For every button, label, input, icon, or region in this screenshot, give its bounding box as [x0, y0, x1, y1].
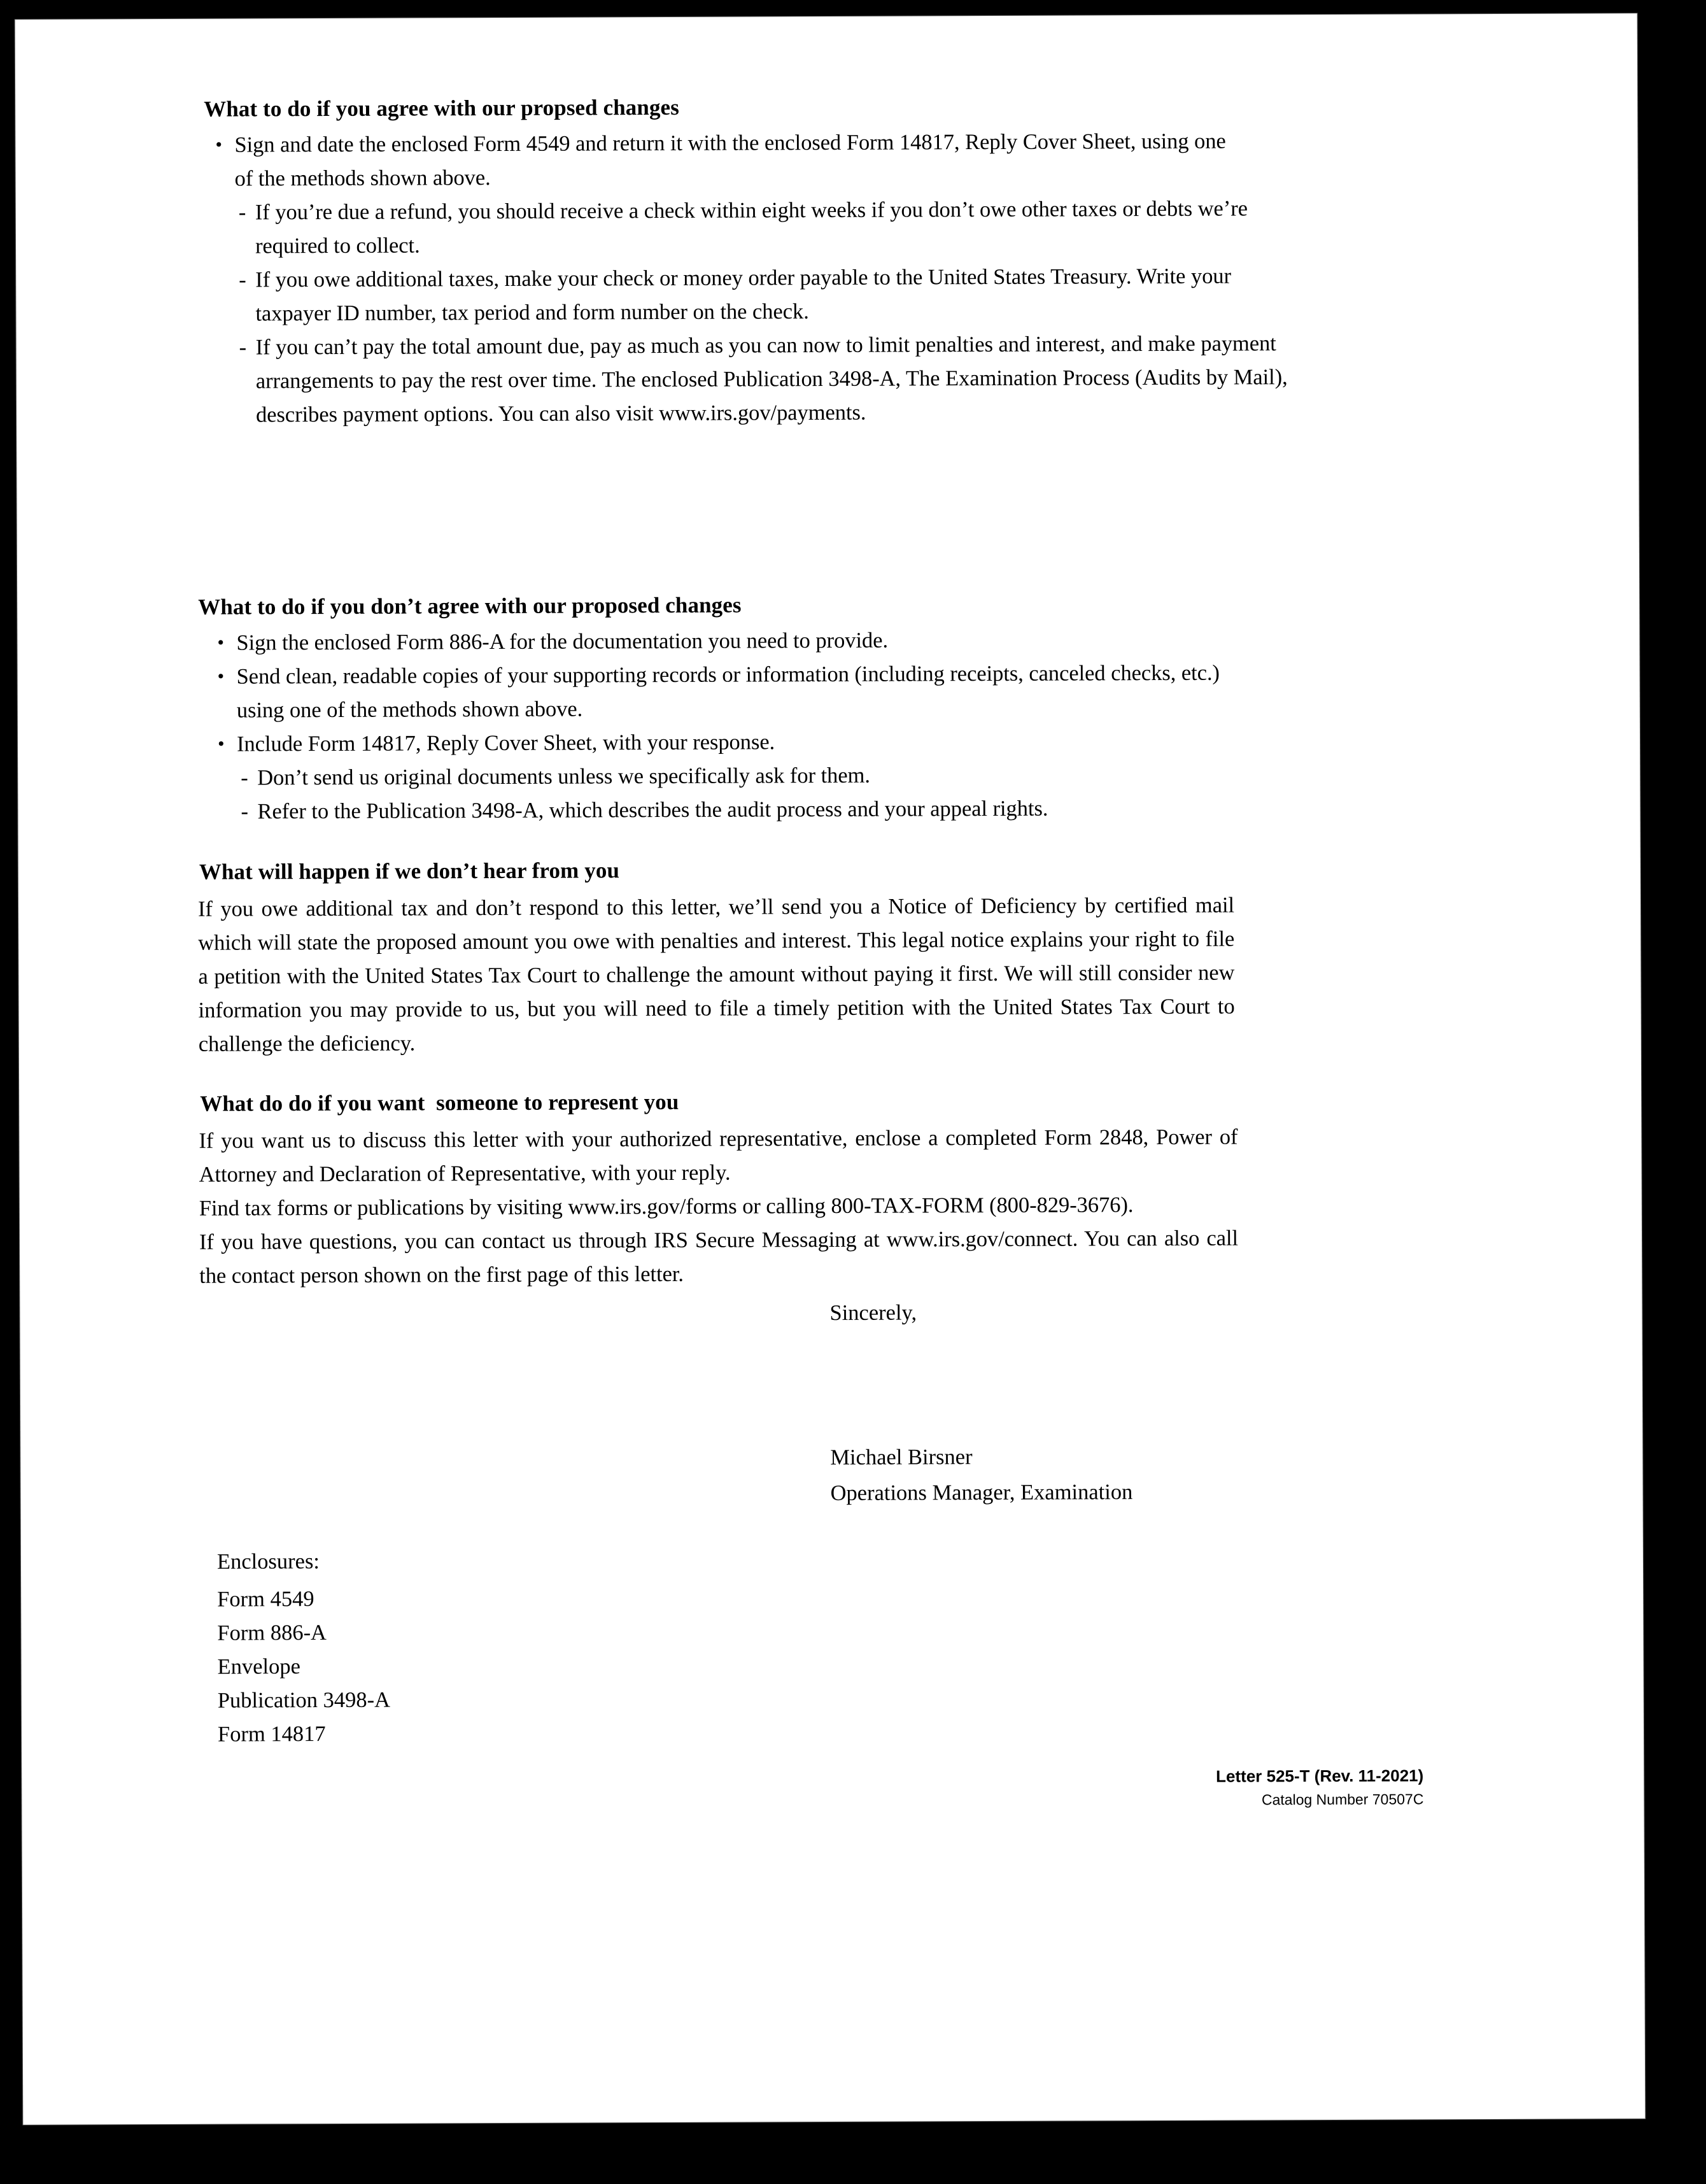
heading-disagree: What to do if you don’t agree with our proposed changes [198, 592, 742, 620]
enclosures-label: Enclosures: [216, 1549, 320, 1574]
enclosures-list [217, 1582, 390, 1752]
list-item: - If you can’t pay the total amount due, pay as much as you can now to limit penalties and interest, and make payment arrangements to pay the rest over time. The enclosed Publication 3498-A, The Examination Process (Audits by Mail), describes payment options. You can also visit www.irs.gov/payments. [239, 327, 1301, 432]
heading-representation: What do do if you want someone to represent you [200, 1089, 679, 1116]
list-item: - Don’t send us original documents unless we specifically ask for them. [241, 757, 1288, 795]
list-item: Form 14817 [217, 1722, 326, 1747]
paragraph-representation-1: If you want us to discuss this letter with your authorized representative, enclose a completed Form 2848, Power of Attorney and Declaration of Representative, with your reply. [199, 1124, 1238, 1187]
scanned-page [15, 13, 1646, 2125]
list-item: Publication 3498-A [217, 1687, 391, 1713]
agree-item-list [195, 124, 1406, 432]
heading-no-response: What will happen if we don’t hear from you [199, 858, 620, 884]
signer-title: Operations Manager, Examination [830, 1480, 1133, 1506]
list-item: Form 4549 [217, 1587, 314, 1612]
list-item: • Sign and date the enclosed Form 4549 and return it with the enclosed Form 14817, Reply Cover Sheet, using one of the methods shown above. [215, 125, 1234, 196]
list-item: - If you owe additional taxes, make your check or money order payable to the United States Treasury. Write your taxpayer ID number, tax period and form number on the check. [239, 259, 1287, 330]
paragraph-no-response: If you owe additional tax and don’t respond to this letter, we’ll send you a Notice of Deficiency by certified mail which will state the proposed amount you owe with penalties and interest. This legal notice explains your right to file a petition with the United States Tax Court to challenge the amount without paying it first. We will still consider new information you may provide to us, but you will need to file a timely petition with the United States Tax Court to challenge the deficiency. [197, 893, 1235, 1056]
salutation: Sincerely, [829, 1300, 917, 1326]
list-item: • Send clean, readable copies of your supporting records or information (including receipts, canceled checks, etc.) using one of the methods shown above. [218, 656, 1257, 727]
list-item: - If you’re due a refund, you should receive a check within eight weeks if you don’t owe other taxes or debts we’re required to collect. [239, 192, 1280, 263]
paragraph-representation-2: Find tax forms or publications by visiting www.irs.gov/forms or calling 800-TAX-FORM (800-829-3676). [199, 1193, 1134, 1221]
heading-agree: What to do if you agree with our propsed changes [204, 94, 679, 122]
footer-catalog-number: Catalog Number 70507C [1261, 1790, 1424, 1808]
list-item: Envelope [217, 1654, 300, 1679]
disagree-item-list [197, 622, 1407, 829]
list-item: - Refer to the Publication 3498-A, which describes the audit process and your appeal rights. [241, 791, 1288, 828]
list-item: • Include Form 14817, Reply Cover Sheet, with your response. [218, 723, 1268, 761]
list-item: • Sign the enclosed Form 886-A for the documentation you need to provide. [217, 622, 1267, 660]
footer-letter-id: Letter 525-T (Rev. 11-2021) [1216, 1766, 1424, 1786]
page-content [15, 13, 1646, 2125]
paragraph-representation-3: If you have questions, you can contact us through IRS Secure Messaging at www.irs.gov/connect. You can also call the contact person shown on the first page of this letter. [199, 1226, 1239, 1288]
signer-name: Michael Birsner [830, 1445, 973, 1470]
list-item: Form 886-A [217, 1620, 327, 1645]
